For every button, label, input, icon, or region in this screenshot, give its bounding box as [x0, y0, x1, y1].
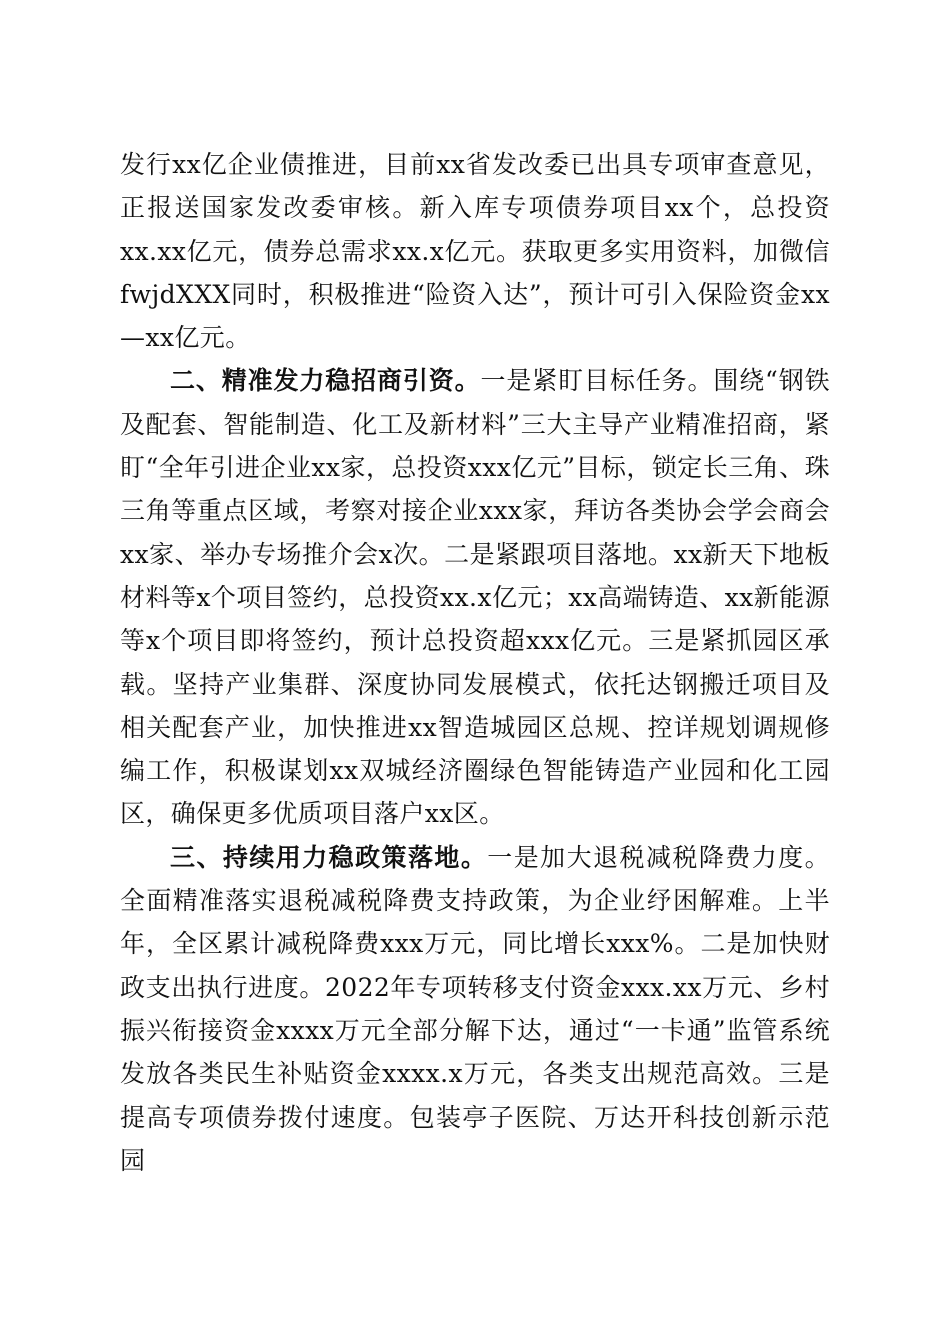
- paragraph-section-three: [120, 836, 830, 1182]
- document-body: [120, 143, 830, 1182]
- paragraph-continuation: [120, 143, 830, 359]
- paragraph-text: 发行xx亿企业债推进，目前xx省发改委已出具专项审查意见，正报送国家发改委审核。新入库专项债券项目xx个，总投资xx.xx亿元，债券总需求xx.x亿元。获取更多实用资料，加微信fwjdXXX同时，积极推进“险资入达”，预计可引入保险资金xx—xx亿元。: [120, 150, 830, 353]
- section-heading: 三、持续用力稳政策落地。: [170, 842, 488, 872]
- paragraph-text: 一是紧盯目标任务。围绕“钢铁及配套、智能制造、化工及新材料”三大主导产业精准招商，紧盯“全年引进企业xx家，总投资xxx亿元”目标，锁定长三角、珠三角等重点区域，考察对接企业xxx家，拜访各类协会学会商会xx家、举办专场推介会x次。二是紧跟项目落地。xx新天下地板材料等x个项目签约，总投资xx.x亿元；xx高端铸造、xx新能源等x个项目即将签约，预计总投资超xxx亿元。三是紧抓园区承载。坚持产业集群、深度协同发展模式，依托达钢搬迁项目及相关配套产业，加快推进xx智造城园区总规、控详规划调规修编工作，积极谋划xx双城经济圈绿色智能铸造产业园和化工园区，确保更多优质项目落户xx区。: [120, 366, 830, 829]
- paragraph-text: 一是加大退税减税降费力度。全面精准落实退税减税降费支持政策，为企业纾困解难。上半年，全区累计减税降费xxx万元，同比增长xxx%。二是加快财政支出执行进度。2022年专项转移支付资金xxx.xx万元、乡村振兴衔接资金xxxx万元全部分解下达，通过“一卡通”监管系统发放各类民生补贴资金xxxx.x万元，各类支出规范高效。三是提高专项债券拨付速度。包装亭子医院、万达开科技创新示范园: [120, 842, 830, 1175]
- section-heading: 二、精准发力稳招商引资。: [170, 366, 481, 396]
- paragraph-section-two: [120, 359, 830, 835]
